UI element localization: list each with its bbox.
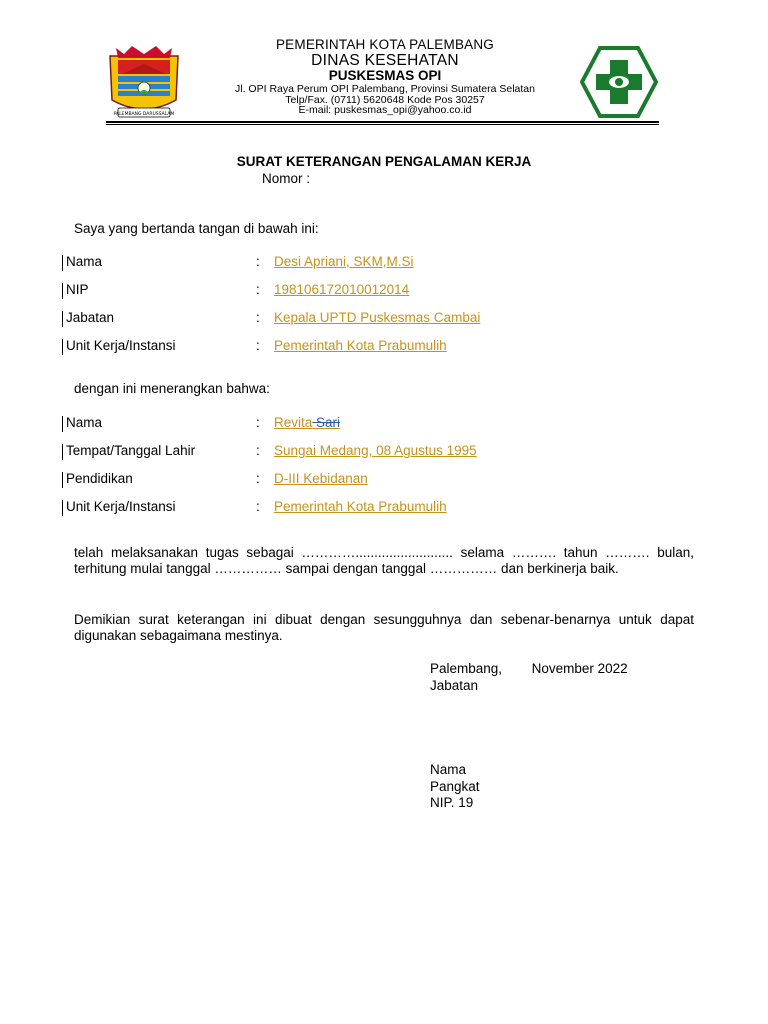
row-colon: :: [256, 338, 260, 353]
field-value[interactable]: Pemerintah Kota Prabumulih: [274, 338, 447, 353]
header-institution: PUSKESMAS OPI: [328, 68, 442, 83]
body-paragraph: telah melaksanakan tugas sebagai ………….......................... selama ………. tahun ………. bulan, terhitung mulai tanggal …………… sampai dengan tanggal …………… dan berkinerja baik.: [74, 545, 694, 576]
row-label: Nama: [66, 415, 103, 430]
row-label: NIP: [66, 282, 89, 297]
signer-row-nip: [62, 282, 702, 302]
puskesmas-logo: [580, 46, 658, 118]
header-email: E-mail: puskesmas_opi@yahoo.co.id: [298, 104, 472, 116]
row-colon: :: [256, 471, 260, 486]
subject-row-unit: [62, 499, 702, 519]
subject-row-birth: [62, 443, 702, 463]
document-title: SURAT KETERANGAN PENGALAMAN KERJA: [236, 154, 532, 169]
field-value[interactable]: Kepala UPTD Puskesmas Cambai: [274, 310, 481, 325]
row-colon: :: [256, 310, 260, 325]
row-label: Jabatan: [66, 310, 115, 325]
row-bar: [62, 255, 63, 271]
signature-nip: NIP. 19: [430, 795, 474, 810]
header-rule-thick: [106, 121, 659, 123]
name-struck: Sari: [312, 415, 341, 430]
row-bar: [62, 500, 63, 516]
signature-place: Palembang,: [430, 661, 503, 676]
row-bar: [62, 472, 63, 488]
row-bar: [62, 339, 63, 355]
row-label: Unit Kerja/Instansi: [66, 338, 176, 353]
field-value[interactable]: 198106172010012014: [274, 282, 410, 297]
header-rule-thin: [106, 124, 659, 125]
field-value[interactable]: Sungai Medang, 08 Agustus 1995: [274, 443, 477, 458]
signer-row-name: [62, 254, 702, 274]
row-bar: [62, 444, 63, 460]
subject-row-name: [62, 415, 702, 435]
row-label: Unit Kerja/Instansi: [66, 499, 176, 514]
intro-text: Saya yang bertanda tangan di bawah ini:: [74, 221, 319, 236]
document-number: Nomor :: [262, 171, 311, 186]
row-colon: :: [256, 254, 260, 269]
signature-place-date: [430, 661, 628, 678]
row-label: Nama: [66, 254, 103, 269]
header-address: Jl. OPI Raya Perum OPI Palembang, Provinsi Sumatera Selatan: [235, 83, 535, 95]
statement-text: dengan ini menerangkan bahwa:: [74, 381, 270, 396]
header-government: PEMERINTAH KOTA PALEMBANG: [275, 37, 495, 52]
signer-row-unit: [62, 338, 702, 358]
field-value[interactable]: Pemerintah Kota Prabumulih: [274, 499, 447, 514]
row-label: Pendidikan: [66, 471, 133, 486]
palembang-city-emblem: [104, 42, 184, 122]
signature-position: Jabatan: [430, 678, 479, 693]
field-value[interactable]: D-III Kebidanan: [274, 471, 368, 486]
row-bar: [62, 311, 63, 327]
row-colon: :: [256, 282, 260, 297]
signature-date: November 2022: [531, 661, 628, 676]
signer-row-position: [62, 310, 702, 330]
row-colon: :: [256, 443, 260, 458]
signature-name: Nama: [430, 762, 467, 777]
header-department: DINAS KESEHATAN: [311, 52, 459, 69]
name-first: Revita: [274, 415, 313, 430]
svg-text:PALEMBANG DARUSSALAM: PALEMBANG DARUSSALAM: [113, 112, 175, 117]
header-phone: Telp/Fax. (0711) 5620648 Kode Pos 30257: [285, 94, 485, 106]
row-colon: :: [256, 415, 260, 430]
row-label: Tempat/Tanggal Lahir: [66, 443, 196, 458]
subject-row-education: [62, 471, 702, 491]
row-bar: [62, 283, 63, 299]
field-value[interactable]: [274, 415, 340, 430]
closing-paragraph: Demikian surat keterangan ini dibuat dengan sesungguhnya dan sebenar-benarnya untuk dapat digunakan sebagaimana mestinya.: [74, 612, 694, 643]
field-value[interactable]: Desi Apriani, SKM,M.Si: [274, 254, 414, 269]
row-bar: [62, 416, 63, 432]
signature-rank: Pangkat: [430, 779, 480, 794]
row-colon: :: [256, 499, 260, 514]
